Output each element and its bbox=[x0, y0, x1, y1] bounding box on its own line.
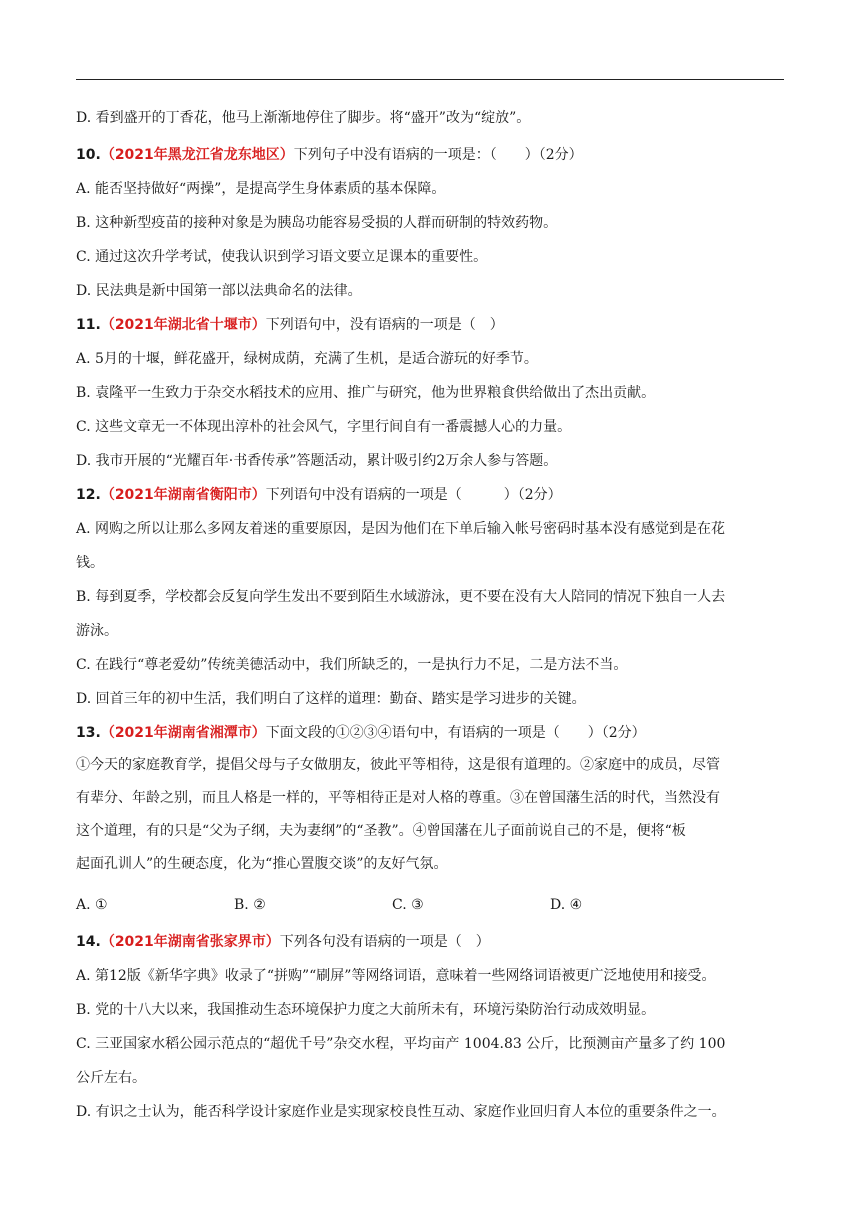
question-number: 14. bbox=[76, 934, 101, 950]
question-source: （2021年湖南省衡阳市） bbox=[100, 487, 266, 503]
prev-question-option-d: D. 看到盛开的丁香花，他马上渐渐地停住了脚步。将“盛开”改为“绽放”。 bbox=[76, 110, 531, 126]
question-12-option-b-line1: B. 每到夏季，学校都会反复向学生发出不要到陌生水域游泳，更不要在没有大人陪同的情况下独自一人去 bbox=[76, 589, 726, 605]
question-number: 13. bbox=[76, 725, 101, 741]
question-10-header bbox=[76, 145, 784, 165]
question-11-option-c: C. 这些文章无一不体现出淳朴的社会风气，字里行间自有一番震撼人心的力量。 bbox=[76, 419, 572, 435]
question-14-header bbox=[76, 932, 784, 952]
question-stem: 下列句子中没有语病的一项是：（ ）（2分） bbox=[293, 147, 583, 163]
question-12-option-a-line1: A. 网购之所以让那么多网友着迷的重要原因，是因为他们在下单后输入帐号密码时基本没有感觉到是在花 bbox=[76, 521, 726, 537]
question-11-option-a: A. 5月的十堰，鲜花盛开，绿树成荫，充满了生机，是适合游玩的好季节。 bbox=[76, 351, 538, 367]
question-11-option-d: D. 我市开展的“光耀百年·书香传承”答题活动，累计吸引约2万余人参与答题。 bbox=[76, 453, 558, 469]
question-12-option-c: C. 在践行“尊老爱幼”传统美德活动中，我们所缺乏的，一是执行力不足，二是方法不当。 bbox=[76, 657, 628, 673]
question-14-option-b: B. 党的十八大以来，我国推动生态环境保护力度之大前所未有，环境污染防治行动成效明显。 bbox=[76, 1002, 656, 1018]
question-number: 12. bbox=[76, 487, 101, 503]
question-stem: 下面文段的①②③④语句中，有语病的一项是（ ）（2分） bbox=[265, 725, 646, 741]
question-source: （2021年湖北省十堰市） bbox=[100, 317, 266, 333]
choice-d: D. ④ bbox=[550, 897, 583, 913]
question-source: （2021年黑龙江省龙东地区） bbox=[100, 147, 294, 163]
question-13-passage bbox=[76, 749, 784, 881]
question-10-option-c: C. 通过这次升学考试，使我认识到学习语文要立足课本的重要性。 bbox=[76, 249, 488, 265]
question-10-option-a: A. 能否坚持做好“两操”，是提高学生身体素质的基本保障。 bbox=[76, 181, 446, 197]
passage-line: 起面孔训人”的生硬态度，化为“推心置腹交谈”的友好气氛。 bbox=[76, 856, 448, 872]
choice-a: A. ① bbox=[76, 897, 108, 913]
question-14-option-a: A. 第12版《新华字典》收录了“拼购”“刷屏”等网络词语，意味着一些网络词语被更广泛地使用和接受。 bbox=[76, 968, 716, 984]
question-stem: 下列语句中没有语病的一项是（ ）（2分） bbox=[265, 487, 562, 503]
question-13-choices bbox=[76, 895, 784, 915]
choice-b: B. ② bbox=[234, 897, 266, 913]
question-stem: 下列语句中，没有语病的一项是（ ） bbox=[265, 317, 504, 333]
question-13-header bbox=[76, 723, 784, 743]
question-number: 11. bbox=[76, 317, 101, 333]
question-source: （2021年湖南省湘潭市） bbox=[100, 725, 266, 741]
question-12-header bbox=[76, 485, 784, 505]
document-body bbox=[76, 108, 784, 1122]
question-10-option-d: D. 民法典是新中国第一部以法典命名的法律。 bbox=[76, 283, 362, 299]
question-12-option-b-line2: 游泳。 bbox=[76, 623, 118, 639]
question-11-option-b: B. 袁隆平一生致力于杂交水稻技术的应用、推广与研究，他为世界粮食供给做出了杰出贡献。 bbox=[76, 385, 656, 401]
question-14-option-c-line1: C. 三亚国家水稻公园示范点的“超优千号”杂交水程，平均亩产 1004.83 公斤，比预测亩产量多了约 100 bbox=[76, 1036, 726, 1052]
question-stem: 下列各句没有语病的一项是（ ） bbox=[279, 934, 490, 950]
question-10-option-b: B. 这种新型疫苗的接种对象是为胰岛功能容易受损的人群而研制的特效药物。 bbox=[76, 215, 558, 231]
question-12-option-a-line2: 钱。 bbox=[76, 555, 104, 571]
question-14-option-d: D. 有识之士认为，能否科学设计家庭作业是实现家校良性互动、家庭作业回归育人本位的重要条件之一。 bbox=[76, 1104, 726, 1120]
passage-line: ①今天的家庭教育学，提倡父母与子女做朋友，彼此平等相待，这是很有道理的。②家庭中的成员，尽管 bbox=[76, 757, 720, 773]
passage-line: 有辈分、年龄之别，而且人格是一样的，平等相待正是对人格的尊重。③在曾国藩生活的时代，当然没有 bbox=[76, 790, 720, 806]
passage-line: 这个道理，有的只是“父为子纲，夫为妻纲”的“圣教”。④曾国藩在儿子面前说自己的不是，便将“板 bbox=[76, 823, 686, 839]
header-rule bbox=[76, 79, 784, 80]
choice-c: C. ③ bbox=[392, 897, 424, 913]
question-11-header bbox=[76, 315, 784, 335]
question-14-option-c-line2: 公斤左右。 bbox=[76, 1070, 146, 1086]
question-number: 10. bbox=[76, 147, 101, 163]
question-12-option-d: D. 回首三年的初中生活，我们明白了这样的道理：勤奋、踏实是学习进步的关键。 bbox=[76, 691, 586, 707]
question-source: （2021年湖南省张家界市） bbox=[100, 934, 280, 950]
